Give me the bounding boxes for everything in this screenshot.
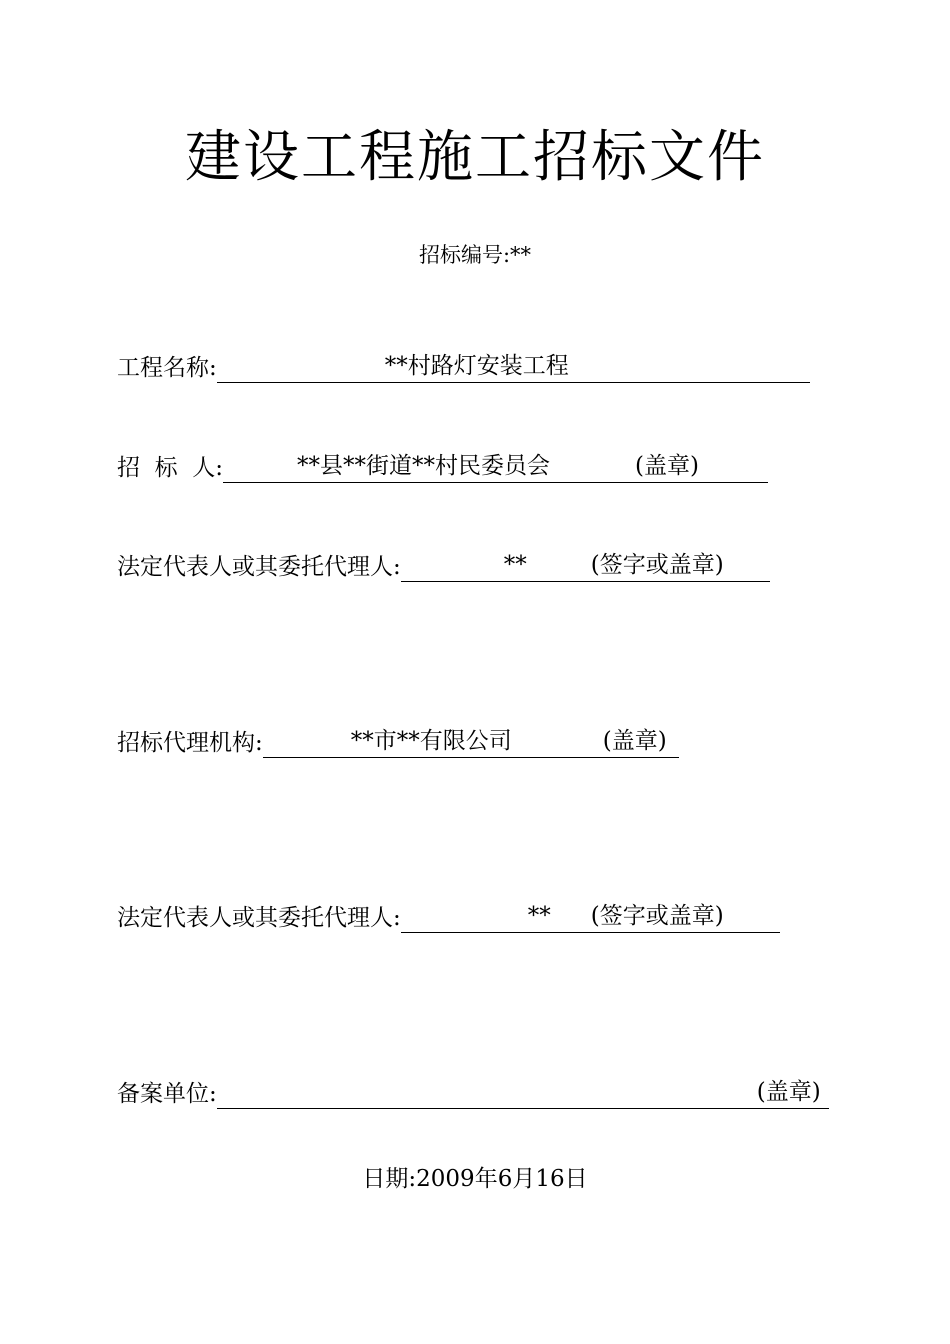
legal-rep-label-2: 法定代表人或其委托代理人: xyxy=(117,905,401,931)
tender-number: 招标编号:** xyxy=(418,243,532,267)
agency-field[interactable] xyxy=(263,727,679,758)
project-name-field[interactable] xyxy=(217,352,810,383)
project-name-value: **村路灯安装工程 xyxy=(384,353,569,379)
document-date: 日期:2009年6月16日 xyxy=(362,1166,588,1192)
legal-rep-label-1: 法定代表人或其委托代理人: xyxy=(117,554,401,580)
filing-unit-label: 备案单位: xyxy=(117,1081,217,1107)
filing-unit-row xyxy=(117,1078,829,1109)
tenderer-row xyxy=(117,452,768,483)
agency-value: **市**有限公司 xyxy=(350,728,512,754)
tenderer-field[interactable] xyxy=(223,452,768,483)
legal-rep-field-1[interactable] xyxy=(401,551,770,582)
project-name-label: 工程名称: xyxy=(117,355,217,381)
legal-rep-field-2[interactable] xyxy=(401,902,780,933)
tenderer-seal-label: (盖章) xyxy=(635,453,699,479)
legal-rep-value-1: ** xyxy=(503,552,527,578)
tenderer-label: 招 标 人: xyxy=(117,455,223,481)
filing-unit-field[interactable] xyxy=(217,1078,829,1109)
document-title: 建设工程施工招标文件 xyxy=(185,125,765,190)
agency-seal-label: (盖章) xyxy=(602,728,667,754)
legal-rep-seal-label-1: (签字或盖章) xyxy=(590,552,724,578)
agency-label: 招标代理机构: xyxy=(117,730,263,756)
filing-unit-seal-label: (盖章) xyxy=(756,1079,821,1105)
legal-rep-row-1 xyxy=(117,551,770,582)
tenderer-value: **县**街道**村民委员会 xyxy=(297,453,550,479)
agency-row xyxy=(117,727,679,758)
legal-rep-row-2 xyxy=(117,902,780,933)
legal-rep-seal-label-2: (签字或盖章) xyxy=(590,903,724,929)
project-name-row xyxy=(117,352,810,383)
legal-rep-value-2: ** xyxy=(527,903,551,929)
